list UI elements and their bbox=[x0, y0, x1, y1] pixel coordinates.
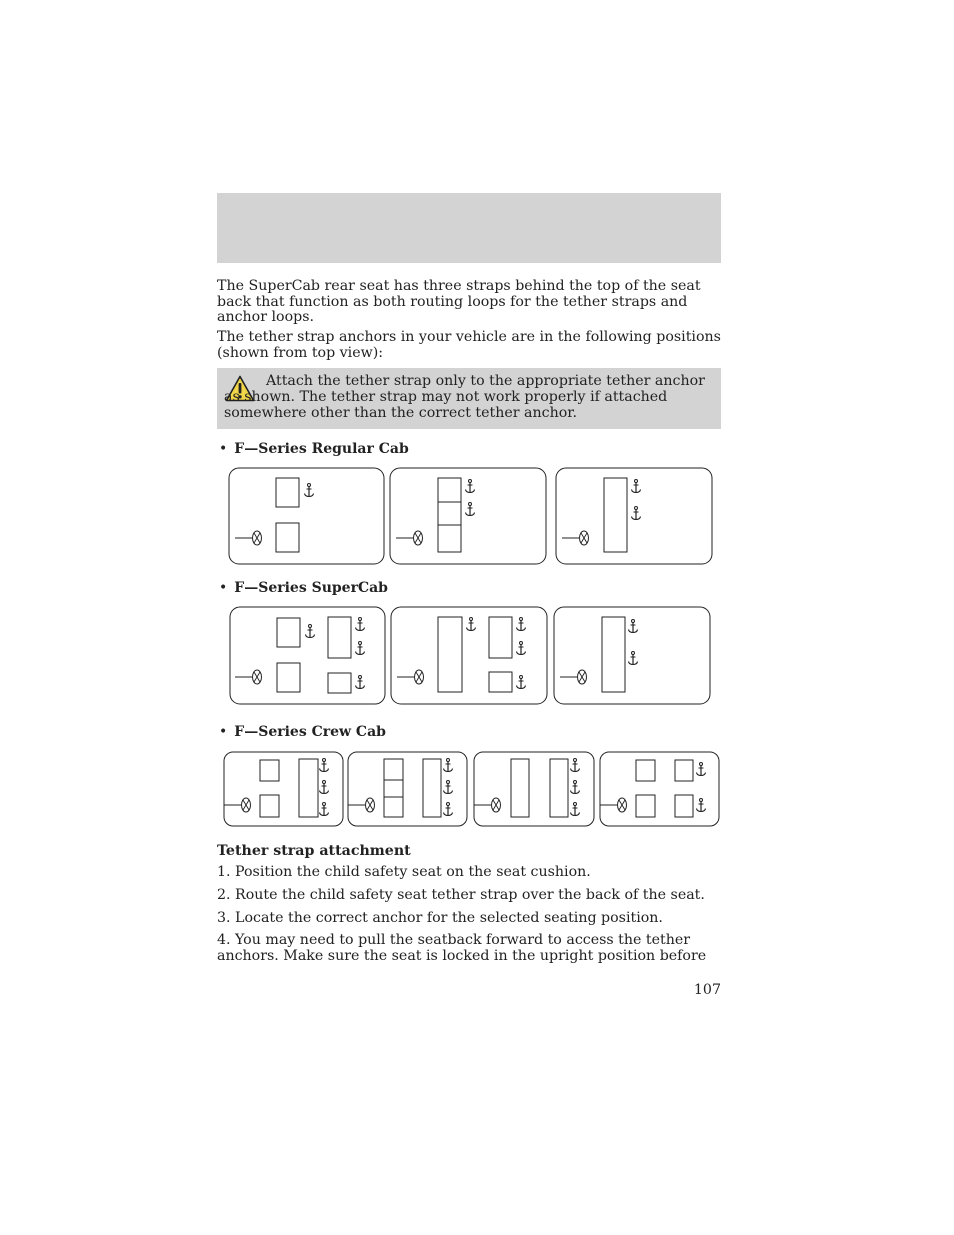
crew-cab-diagram-1 bbox=[224, 752, 343, 826]
warning-text: Attach the tether strap only to the appropriate tether anchor as shown. The tether strap may not work properly if attached somewhere other than the correct tether anchor. bbox=[224, 373, 705, 421]
section-supercab-label: F—Series SuperCab bbox=[234, 580, 388, 596]
anchor-icon bbox=[356, 676, 365, 689]
supercab-diagram-2 bbox=[391, 607, 547, 704]
anchor-icon bbox=[517, 676, 526, 689]
anchor-icon bbox=[444, 759, 453, 772]
steering-wheel-icon bbox=[235, 670, 262, 684]
anchor-icon bbox=[305, 484, 314, 497]
steering-wheel-icon bbox=[396, 531, 423, 545]
section-regular-cab: • F—Series Regular Cab bbox=[219, 441, 409, 457]
tether-step-3: 3. Locate the correct anchor for the selected seating position. bbox=[217, 910, 663, 926]
anchor-icon bbox=[466, 503, 475, 516]
supercab-diagram-1 bbox=[230, 607, 385, 704]
steering-wheel-icon bbox=[562, 531, 589, 545]
tether-step-1: 1. Position the child safety seat on the seat cushion. bbox=[217, 864, 591, 880]
anchor-icon bbox=[444, 781, 453, 794]
anchor-icon bbox=[697, 763, 706, 776]
crew-cab-diagram-2 bbox=[348, 752, 467, 826]
page-number: 107 bbox=[693, 982, 721, 998]
anchor-icon bbox=[629, 652, 638, 665]
anchor-icon bbox=[571, 781, 580, 794]
regular-cab-diagram-2 bbox=[390, 468, 546, 564]
intro-paragraph-1: The SuperCab rear seat has three straps behind the top of the seat back that function as both routing loops for the tether straps and anchor loops. bbox=[217, 278, 701, 325]
anchor-icon bbox=[320, 781, 329, 794]
anchor-icon bbox=[632, 507, 641, 520]
tether-step-2: 2. Route the child safety seat tether strap over the back of the seat. bbox=[217, 887, 705, 903]
anchor-icon bbox=[697, 799, 706, 812]
section-regular-cab-label: F—Series Regular Cab bbox=[234, 441, 409, 457]
section-supercab: • F—Series SuperCab bbox=[219, 580, 388, 596]
section-crew-cab-label: F—Series Crew Cab bbox=[234, 724, 386, 740]
anchor-icon bbox=[320, 803, 329, 816]
steering-wheel-icon bbox=[474, 798, 501, 812]
section-crew-cab: • F—Series Crew Cab bbox=[219, 724, 386, 740]
steering-wheel-icon bbox=[348, 798, 375, 812]
anchor-icon bbox=[629, 620, 638, 633]
crew-cab-diagram-3 bbox=[474, 752, 594, 826]
tether-step-4: 4. You may need to pull the seatback forward to access the tether anchors. Make sure the seat is locked in the upright position before bbox=[217, 932, 707, 964]
anchor-icon bbox=[306, 625, 315, 638]
intro-paragraph-2: The tether strap anchors in your vehicle are in the following positions (shown from top view): bbox=[217, 329, 721, 361]
regular-cab-diagram-3 bbox=[556, 468, 712, 564]
steering-wheel-icon bbox=[397, 670, 424, 684]
anchor-icon bbox=[517, 642, 526, 655]
supercab-diagram-3 bbox=[554, 607, 710, 704]
anchor-icon bbox=[356, 642, 365, 655]
anchor-icon bbox=[444, 803, 453, 816]
anchor-icon bbox=[466, 480, 475, 493]
anchor-icon bbox=[571, 759, 580, 772]
anchor-icon bbox=[632, 480, 641, 493]
steering-wheel-icon bbox=[224, 798, 251, 812]
anchor-icon bbox=[571, 803, 580, 816]
anchor-icon bbox=[320, 759, 329, 772]
anchor-icon bbox=[356, 618, 365, 631]
steering-wheel-icon bbox=[600, 798, 627, 812]
anchor-icon bbox=[517, 618, 526, 631]
regular-cab-diagram-1 bbox=[229, 468, 384, 564]
steering-wheel-icon bbox=[235, 531, 262, 545]
tether-attachment-title: Tether strap attachment bbox=[217, 843, 411, 859]
anchor-icon bbox=[467, 618, 476, 631]
crew-cab-diagram-4 bbox=[600, 752, 719, 826]
steering-wheel-icon bbox=[560, 670, 587, 684]
